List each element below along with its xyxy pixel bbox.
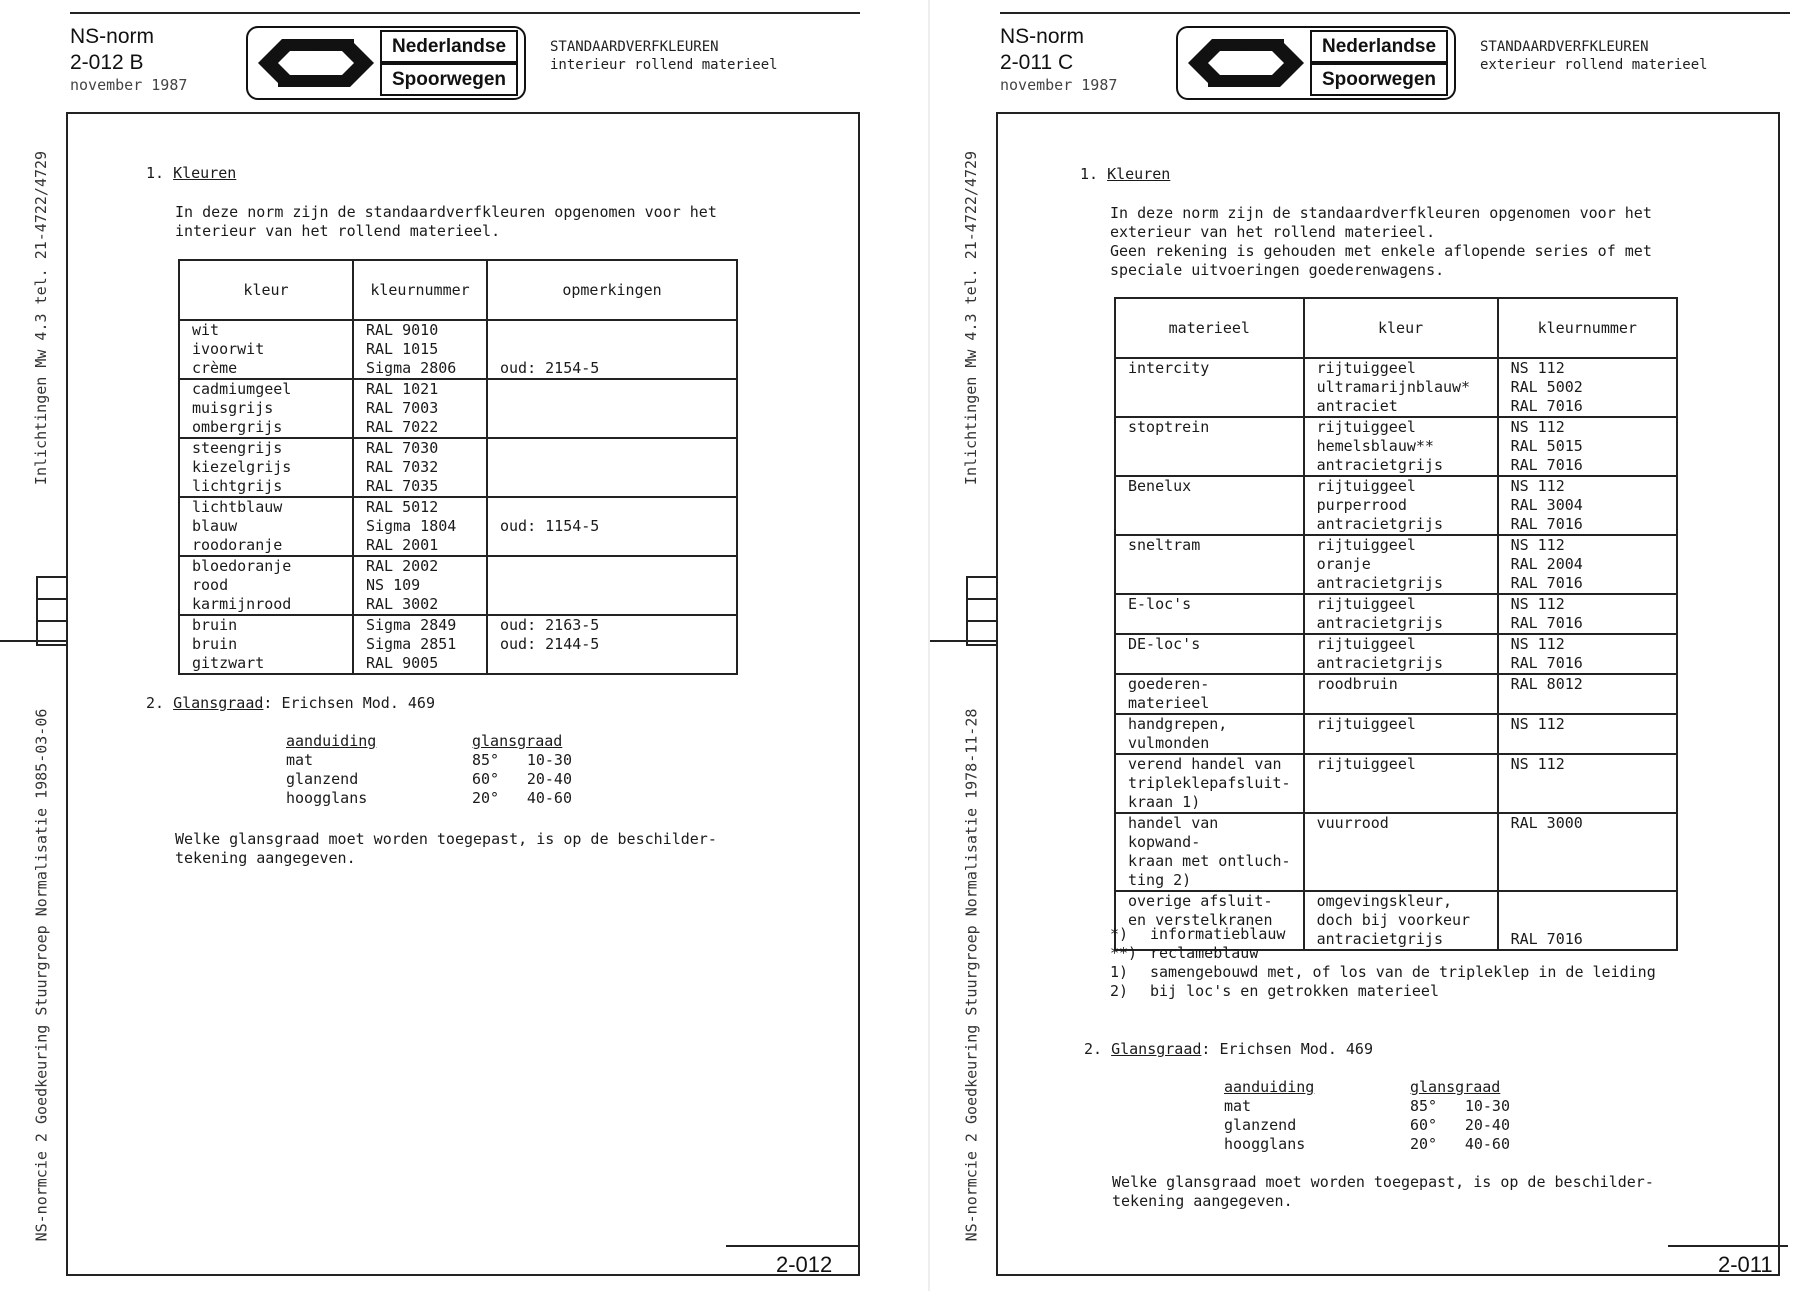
section-2-heading: 2. Glansgraad: Erichsen Mod. 469 xyxy=(146,694,435,712)
gloss-range: 40-60 xyxy=(1464,1135,1510,1153)
cell-kleurnummer: RAL 2002 NS 109 RAL 3002 xyxy=(353,556,487,615)
side-info-bottom: NS-normcie 2 Goedkeuring Stuurgroep Normalisatie 1978-11-28 xyxy=(962,708,981,1242)
gloss-header-glansgraad: glansgraad xyxy=(1410,1078,1501,1096)
section-1-text: In deze norm zijn de standaardverfkleuren opgenomen voor het interieur van het rollend materieel. xyxy=(175,203,717,240)
table-row xyxy=(179,615,737,674)
cell-kleurnummer: NS 112 RAL 3004 RAL 7016 xyxy=(1498,476,1677,535)
margin-rule xyxy=(930,640,996,642)
doc-title-line-1: STANDAARDVERFKLEUREN xyxy=(550,39,719,55)
cell-materieel: handgrepen, vulmonden xyxy=(1115,714,1304,754)
table-row xyxy=(179,556,737,615)
header-rule xyxy=(1000,12,1790,14)
cell-kleur: rijtuiggeel antracietgrijs xyxy=(1304,594,1498,634)
cell-opmerkingen xyxy=(487,379,737,438)
cell-kleur: bruin bruin gitzwart xyxy=(179,615,353,674)
cell-materieel: intercity xyxy=(1115,358,1304,417)
gloss-angle: 60° xyxy=(472,770,500,788)
cell-materieel: sneltram xyxy=(1115,535,1304,594)
footnote: 1) samengebouwd met, of los van de tripleklep in de leiding xyxy=(1110,963,1656,981)
cell-kleur: rijtuiggeel oranje antracietgrijs xyxy=(1304,535,1498,594)
doc-title-line-2: exterieur rollend materieel xyxy=(1480,57,1708,73)
footer-rule xyxy=(1668,1245,1788,1247)
logo-text-nederlandse: Nederlandse xyxy=(1310,30,1448,63)
gloss-angle: 20° xyxy=(472,789,500,807)
norm-label: NS-norm xyxy=(1000,25,1085,48)
section-1-heading: 1. Kleuren xyxy=(146,164,237,182)
cell-kleurnummer: NS 112 RAL 5015 RAL 7016 xyxy=(1498,417,1677,476)
gloss-range: 10-30 xyxy=(526,751,572,769)
section-1-title: Kleuren xyxy=(173,164,237,182)
table-row xyxy=(1115,535,1677,594)
page-number: 2-011 xyxy=(1718,1252,1773,1277)
cell-kleurnummer: NS 112 RAL 7016 xyxy=(1498,634,1677,674)
table-row xyxy=(1115,358,1677,417)
cell-kleurnummer: NS 112 xyxy=(1498,754,1677,813)
logo-text-nederlandse: Nederlandse xyxy=(380,30,518,63)
gloss-angle: 85° xyxy=(472,751,500,769)
cell-kleurnummer: NS 112 RAL 2004 RAL 7016 xyxy=(1498,535,1677,594)
gloss-range: 40-60 xyxy=(526,789,572,807)
col-header-kleur: kleur xyxy=(179,260,353,320)
norm-header xyxy=(1000,24,1117,94)
norm-header xyxy=(70,24,187,94)
col-header-kleurnummer: kleurnummer xyxy=(1498,298,1677,358)
section-2-title: Glansgraad xyxy=(173,694,264,712)
cell-kleur: roodbruin xyxy=(1304,674,1498,714)
cell-kleur: cadmiumgeel muisgrijs ombergrijs xyxy=(179,379,353,438)
logo-text-spoorwegen: Spoorwegen xyxy=(1310,63,1448,96)
cell-opmerkingen xyxy=(487,556,737,615)
cell-materieel: overige afsluit- en verstelkranen xyxy=(1115,891,1304,950)
gloss-aanduiding: hoogglans xyxy=(286,789,368,807)
gloss-row xyxy=(286,751,572,770)
col-header-kleur: kleur xyxy=(1304,298,1498,358)
cell-kleurnummer: RAL 5012 Sigma 1804 RAL 2001 xyxy=(353,497,487,556)
gloss-header-aanduiding: aanduiding xyxy=(1224,1078,1315,1096)
gloss-angle: 85° xyxy=(1410,1097,1438,1115)
norm-page-2-012 xyxy=(0,0,875,1291)
norm-page-2-011 xyxy=(930,0,1800,1291)
cell-opmerkingen: oud: 2163-5 oud: 2144-5 xyxy=(487,615,737,674)
margin-rule xyxy=(0,640,66,642)
side-info-top: Inlichtingen Mw 4.3 tel. 21-4722/4729 xyxy=(962,150,981,485)
gloss-row xyxy=(1224,1116,1510,1135)
cell-kleurnummer: NS 112 RAL 7016 xyxy=(1498,594,1677,634)
cell-kleurnummer: RAL 7030 RAL 7032 RAL 7035 xyxy=(353,438,487,497)
cell-materieel: handel van kopwand- kraan met ontluch- ting 2) xyxy=(1115,813,1304,891)
cell-kleurnummer: RAL 1021 RAL 7003 RAL 7022 xyxy=(353,379,487,438)
cell-kleur: rijtuiggeel xyxy=(1304,714,1498,754)
cell-kleurnummer: RAL 9010 RAL 1015 Sigma 2806 xyxy=(353,320,487,379)
doc-title-line-1: STANDAARDVERFKLEUREN xyxy=(1480,39,1649,55)
cell-materieel: goederen- materieel xyxy=(1115,674,1304,714)
cell-materieel: Benelux xyxy=(1115,476,1304,535)
side-info-bottom: NS-normcie 2 Goedkeuring Stuurgroep Normalisatie 1985-03-06 xyxy=(32,708,51,1242)
page-number: 2-012 xyxy=(776,1252,833,1277)
cell-kleur: omgevingskleur, doch bij voorkeur antracietgrijs xyxy=(1304,891,1498,950)
cell-kleur: rijtuiggeel xyxy=(1304,754,1498,813)
col-header-kleurnummer: kleurnummer xyxy=(353,260,487,320)
cell-kleurnummer: RAL 3000 xyxy=(1498,813,1677,891)
cell-kleurnummer: Sigma 2849 Sigma 2851 RAL 9005 xyxy=(353,615,487,674)
gloss-header-aanduiding: aanduiding xyxy=(286,732,377,750)
cell-materieel: E-loc's xyxy=(1115,594,1304,634)
gloss-row xyxy=(1224,1097,1510,1116)
cell-kleur: steengrijs kiezelgrijs lichtgrijs xyxy=(179,438,353,497)
cell-kleur: bloedoranje rood karmijnrood xyxy=(179,556,353,615)
ns-logo xyxy=(1176,26,1456,100)
cell-kleur: rijtuiggeel antracietgrijs xyxy=(1304,634,1498,674)
footnotes xyxy=(1110,925,1656,1001)
table-row xyxy=(1115,714,1677,754)
footer-rule xyxy=(726,1245,858,1247)
table-row xyxy=(1115,674,1677,714)
footnote: 2) bij loc's en getrokken materieel xyxy=(1110,982,1439,1000)
gloss-aanduiding: glanzend xyxy=(286,770,359,788)
gloss-angle: 20° xyxy=(1410,1135,1438,1153)
margin-boxes xyxy=(966,576,998,646)
material-colour-table xyxy=(1114,297,1678,951)
section-1-title: Kleuren xyxy=(1107,165,1171,183)
cell-kleurnummer: RAL 8012 xyxy=(1498,674,1677,714)
table-row xyxy=(179,438,737,497)
table-row xyxy=(1115,417,1677,476)
cell-kleurnummer: NS 112 RAL 5002 RAL 7016 xyxy=(1498,358,1677,417)
ns-arrows-icon xyxy=(254,34,378,92)
document-title xyxy=(1480,38,1708,74)
norm-date: november 1987 xyxy=(1000,76,1118,94)
norm-number: 2-011 C xyxy=(1000,51,1074,74)
cell-kleur: rijtuiggeel hemelsblauw** antracietgrijs xyxy=(1304,417,1498,476)
side-info-top: Inlichtingen Mw 4.3 tel. 21-4722/4729 xyxy=(32,150,51,485)
cell-kleurnummer: NS 112 xyxy=(1498,714,1677,754)
gloss-row xyxy=(1224,1135,1510,1154)
table-row xyxy=(1115,634,1677,674)
cell-kleur: rijtuiggeel purperrood antracietgrijs xyxy=(1304,476,1498,535)
gloss-table xyxy=(1224,1078,1510,1154)
cell-kleur: wit ivoorwit crème xyxy=(179,320,353,379)
ns-logo xyxy=(246,26,526,100)
cell-materieel: DE-loc's xyxy=(1115,634,1304,674)
doc-title-line-2: interieur rollend materieel xyxy=(550,57,778,73)
closing-text: Welke glansgraad moet worden toegepast, is op de beschilder- tekening aangegeven. xyxy=(175,830,717,867)
cell-kleurnummer: RAL 7016 xyxy=(1498,891,1677,950)
gloss-row xyxy=(286,770,572,789)
gloss-aanduiding: glanzend xyxy=(1224,1116,1297,1134)
footnote: **) reclameblauw xyxy=(1110,944,1259,962)
ns-arrows-icon xyxy=(1184,34,1308,92)
section-2-title: Glansgraad xyxy=(1111,1040,1202,1058)
section-1-text: In deze norm zijn de standaardverfkleuren opgenomen voor het exterieur van het rollend materieel. Geen rekening is gehouden met enkele aflopende series of met speciale uitvoeringen goederenwagens. xyxy=(1110,204,1652,279)
gloss-aanduiding: hoogglans xyxy=(1224,1135,1306,1153)
document-title xyxy=(550,38,778,74)
table-row xyxy=(1115,594,1677,634)
margin-boxes xyxy=(36,576,68,646)
table-row xyxy=(1115,754,1677,813)
norm-number: 2-012 B xyxy=(70,51,144,74)
cell-kleur: lichtblauw blauw roodoranje xyxy=(179,497,353,556)
gloss-aanduiding: mat xyxy=(1224,1097,1252,1115)
cell-materieel: stoptrein xyxy=(1115,417,1304,476)
cell-opmerkingen xyxy=(487,438,737,497)
section-2-heading: 2. Glansgraad: Erichsen Mod. 469 xyxy=(1084,1040,1373,1058)
footnote: *) informatieblauw xyxy=(1110,925,1286,943)
cell-kleur: rijtuiggeel ultramarijnblauw* antraciet xyxy=(1304,358,1498,417)
gloss-table xyxy=(286,732,572,808)
table-row xyxy=(1115,476,1677,535)
gloss-header-glansgraad: glansgraad xyxy=(472,732,563,750)
section-1-heading: 1. Kleuren xyxy=(1080,165,1171,183)
header-rule xyxy=(70,12,860,14)
cell-materieel: verend handel van tripleklepafsluit- kraan 1) xyxy=(1115,754,1304,813)
table-row xyxy=(1115,813,1677,891)
gloss-row xyxy=(286,789,572,808)
colour-table xyxy=(178,259,738,675)
col-header-materieel: materieel xyxy=(1115,298,1304,358)
cell-opmerkingen: oud: 1154-5 xyxy=(487,497,737,556)
col-header-opmerkingen: opmerkingen xyxy=(487,260,737,320)
norm-date: november 1987 xyxy=(70,76,188,94)
gloss-range: 20-40 xyxy=(1464,1116,1510,1134)
closing-text: Welke glansgraad moet worden toegepast, is op de beschilder- tekening aangegeven. xyxy=(1112,1173,1654,1210)
cell-opmerkingen: oud: 2154-5 xyxy=(487,320,737,379)
gloss-angle: 60° xyxy=(1410,1116,1438,1134)
logo-text-spoorwegen: Spoorwegen xyxy=(380,63,518,96)
gloss-range: 20-40 xyxy=(526,770,572,788)
gloss-aanduiding: mat xyxy=(286,751,314,769)
table-row xyxy=(179,497,737,556)
cell-kleur: vuurrood xyxy=(1304,813,1498,891)
table-row xyxy=(179,320,737,379)
norm-label: NS-norm xyxy=(70,25,155,48)
gloss-range: 10-30 xyxy=(1464,1097,1510,1115)
table-row xyxy=(179,379,737,438)
